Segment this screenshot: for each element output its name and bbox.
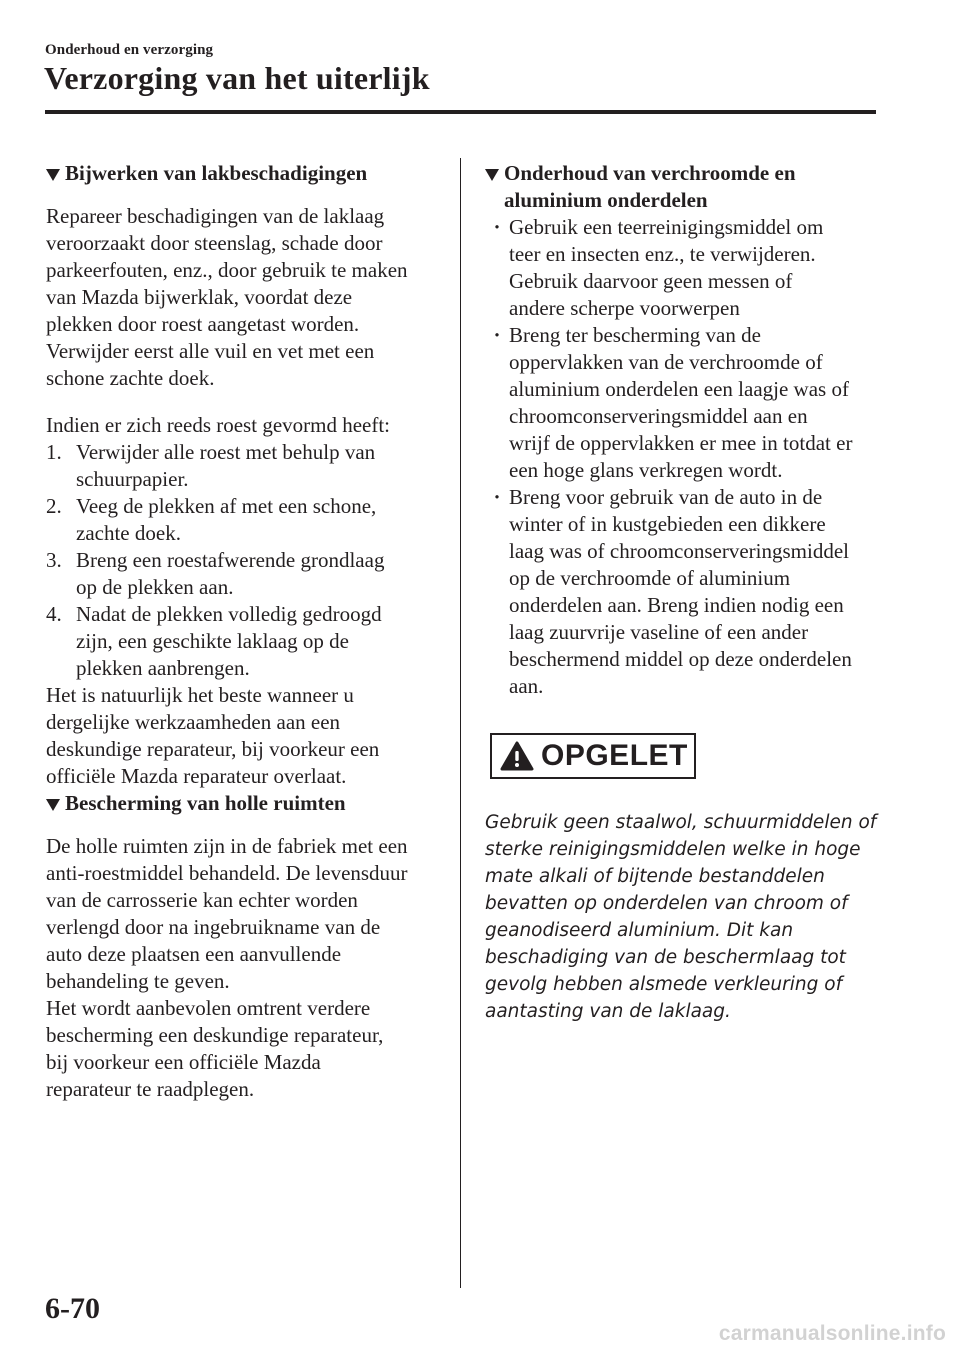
text-line: geanodiseerd aluminium. Dit kan: [485, 920, 794, 941]
text-line: Gebruik een teerreinigingsmiddel om: [509, 215, 824, 239]
bullet-dot-icon: ·: [493, 323, 501, 347]
text-line: reparateur te raadplegen.: [46, 1077, 255, 1101]
text-line: winter of in kustgebieden een dikkere: [509, 512, 826, 536]
watermark: carmanualsonline.info: [718, 1322, 946, 1345]
column-divider: [460, 158, 461, 1288]
right-column: [485, 160, 880, 1025]
step-text: [76, 493, 376, 547]
text-line: beschadiging van de beschermlaag tot: [485, 947, 846, 968]
text-line: anti-roestmiddel behandeld. De levensduur: [46, 861, 408, 885]
text-line: laag was of chroomconserveringsmiddel: [509, 539, 849, 563]
running-header-section: Onderhoud en verzorging: [45, 42, 214, 58]
section-heading-chrome-aluminium: [485, 160, 880, 214]
section-heading-text: Bescherming van holle ruimten: [65, 791, 346, 815]
text-line: op de plekken aan.: [76, 575, 234, 599]
text-line: aan.: [509, 674, 544, 698]
text-line: Het is natuurlijk het beste wanneer u: [46, 683, 354, 707]
section-heading-paint-repair: [46, 160, 446, 187]
text-line: van Mazda bijwerklak, voordat deze: [46, 285, 353, 309]
page-number: 6-70: [45, 1292, 100, 1325]
text-line: veroorzaakt door steenslag, schade door: [46, 231, 383, 255]
text-line: onderdelen aan. Breng indien nodig een: [509, 593, 844, 617]
text-line: laag zuurvrije vaseline of een ander: [509, 620, 809, 644]
step-item: [46, 493, 446, 547]
text-line: op de verchroomde of aluminium: [509, 566, 791, 590]
text-line: plekken door roest aangetast worden.: [46, 312, 360, 336]
text-line: sterke reinigingsmiddelen welke in hoge: [485, 839, 861, 860]
bullet-dot-icon: ·: [493, 215, 501, 239]
text-line: officiële Mazda reparateur overlaat.: [46, 764, 347, 788]
text-line: teer en insecten enz., te verwijderen.: [509, 242, 816, 266]
step-text: [76, 601, 382, 682]
text-line: Breng voor gebruik van de auto in de: [509, 485, 823, 509]
step-item: [46, 547, 446, 601]
step-number: 4.: [46, 602, 62, 626]
text-line: gevolg hebben alsmede verkleuring of: [485, 974, 843, 995]
section-heading-cavity-protection: [46, 790, 446, 817]
step-number: 2.: [46, 494, 62, 518]
text-line: auto deze plaatsen een aanvullende: [46, 942, 342, 966]
section-heading-text: [504, 160, 796, 214]
step-text: [76, 439, 375, 493]
page-title: Verzorging van het uiterlijk: [44, 60, 430, 96]
section-heading-text: Bijwerken van lakbeschadigingen: [65, 161, 368, 185]
bullet-text: [509, 484, 852, 700]
text-line: zijn, een geschikte laklaag op de: [76, 629, 349, 653]
text-line: chroomconserveringsmiddel aan en: [509, 404, 808, 428]
text-line: Verwijder eerst alle vuil en vet met een: [46, 339, 375, 363]
text-line: dergelijke werkzaamheden aan een: [46, 710, 341, 734]
paragraph-cavity-protection: [46, 833, 446, 1103]
text-line: schone zachte doek.: [46, 366, 215, 390]
text-line: Gebruik geen staalwol, schuurmiddelen of: [485, 812, 877, 833]
text-line: bescherming een deskundige reparateur,: [46, 1023, 384, 1047]
paragraph-rust-intro: Indien er zich reeds roest gevormd heeft:: [46, 413, 391, 437]
caution-box: [490, 733, 696, 779]
step-item: [46, 601, 446, 682]
rust-repair-steps: [46, 439, 446, 682]
text-line: Repareer beschadigingen van de laklaag: [46, 204, 385, 228]
bullet-dot-icon: ·: [493, 485, 501, 509]
text-line: plekken aanbrengen.: [76, 656, 250, 680]
text-line: verlengd door na ingebruikname van de: [46, 915, 381, 939]
bullet-text: [509, 214, 823, 322]
text-line: een hoge glans verkregen wordt.: [509, 458, 783, 482]
text-line: schuurpapier.: [76, 467, 189, 491]
step-number: 1.: [46, 440, 62, 464]
section-triangle-icon: [46, 169, 60, 181]
step-text: [76, 547, 384, 601]
text-line: bevatten op onderdelen van chroom of: [485, 893, 848, 914]
text-line: van de carrosserie kan echter worden: [46, 888, 358, 912]
text-line: wrijf de oppervlakken er mee in totdat er: [509, 431, 853, 455]
bullet-item: [485, 214, 880, 322]
caution-text: [485, 809, 885, 1025]
section-triangle-icon: [485, 169, 499, 181]
section-triangle-icon: [46, 799, 60, 811]
text-line: aluminium onderdelen een laagje was of: [509, 377, 849, 401]
text-line: aluminium onderdelen: [504, 188, 708, 212]
text-line: aantasting van de laklaag.: [485, 1001, 731, 1022]
warning-triangle-icon: [500, 741, 534, 771]
bullet-text: [509, 322, 852, 484]
chrome-care-bullets: [485, 214, 880, 700]
step-item: [46, 439, 446, 493]
text-line: beschermend middel op deze onderdelen: [509, 647, 852, 671]
text-line: bij voorkeur een officiële Mazda: [46, 1050, 321, 1074]
bullet-item: [485, 484, 880, 700]
text-line: Onderhoud van verchroomde en: [504, 161, 796, 185]
text-line: Verwijder alle roest met behulp van: [76, 440, 376, 464]
text-line: De holle ruimten zijn in de fabriek met een: [46, 834, 408, 858]
header-rule: [45, 110, 876, 114]
text-line: Breng een roestafwerende grondlaag: [76, 548, 385, 572]
text-line: andere scherpe voorwerpen: [509, 296, 740, 320]
text-line: zachte doek.: [76, 521, 181, 545]
text-line: behandeling te geven.: [46, 969, 230, 993]
text-line: deskundige reparateur, bij voorkeur een: [46, 737, 380, 761]
step-number: 3.: [46, 548, 62, 572]
left-column: [46, 160, 446, 1103]
text-line: parkeerfouten, enz., door gebruik te maken: [46, 258, 408, 282]
paragraph-repair-advice: [46, 682, 446, 790]
text-line: oppervlakken van de verchroomde of: [509, 350, 823, 374]
text-line: Breng ter bescherming van de: [509, 323, 761, 347]
caution-label: OPGELET: [541, 739, 688, 772]
paragraph-paint-repair: [46, 203, 446, 392]
bullet-item: [485, 322, 880, 484]
text-line: Gebruik daarvoor geen messen of: [509, 269, 793, 293]
text-line: Nadat de plekken volledig gedroogd: [76, 602, 382, 626]
text-line: mate alkali of bijtende bestanddelen: [485, 866, 825, 887]
text-line: Veeg de plekken af met een schone,: [76, 494, 377, 518]
text-line: Het wordt aanbevolen omtrent verdere: [46, 996, 371, 1020]
